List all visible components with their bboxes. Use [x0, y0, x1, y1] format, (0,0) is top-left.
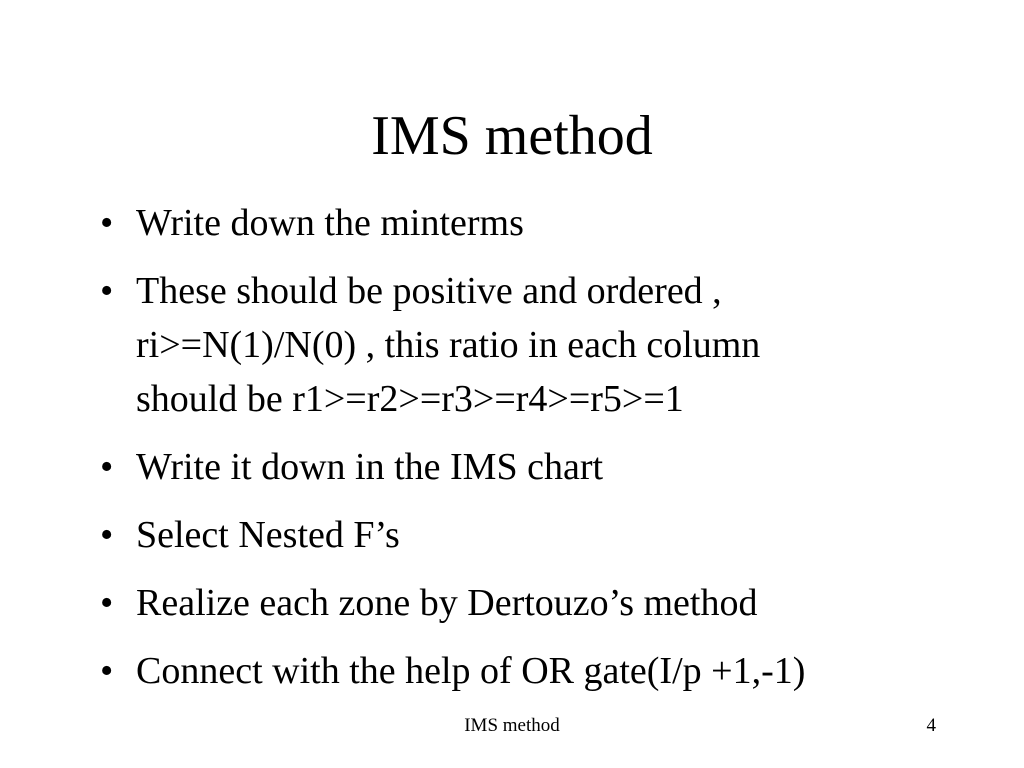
bullet-item [100, 576, 940, 630]
bullet-text-line: ri>=N(1)/N(0) , this ratio in each column [136, 324, 761, 366]
bullet-text: Connect with the help of OR gate(I/p +1,-1) [136, 650, 806, 692]
bullet-item [100, 644, 940, 698]
page-number: 4 [926, 715, 936, 736]
bullet-item [100, 196, 940, 250]
bullet-list [100, 196, 940, 712]
bullet-text: Write down the minterms [136, 202, 524, 244]
bullet-icon: • [100, 270, 114, 312]
bullet-icon: • [100, 446, 114, 488]
bullet-item [100, 264, 940, 426]
bullet-item [100, 440, 940, 494]
bullet-text-line: These should be positive and ordered , [136, 270, 722, 312]
bullet-text: Realize each zone by Dertouzo’s method [136, 582, 758, 624]
footer-title: IMS method [464, 715, 560, 736]
bullet-icon: • [100, 582, 114, 624]
slide-title: IMS method [371, 105, 653, 167]
bullet-text: Write it down in the IMS chart [136, 446, 604, 488]
bullet-icon: • [100, 650, 114, 692]
bullet-text: Select Nested F’s [136, 514, 400, 556]
bullet-item [100, 508, 940, 562]
bullet-icon: • [100, 514, 114, 556]
bullet-text-line: should be r1>=r2>=r3>=r4>=r5>=1 [136, 378, 684, 420]
bullet-icon: • [100, 202, 114, 244]
